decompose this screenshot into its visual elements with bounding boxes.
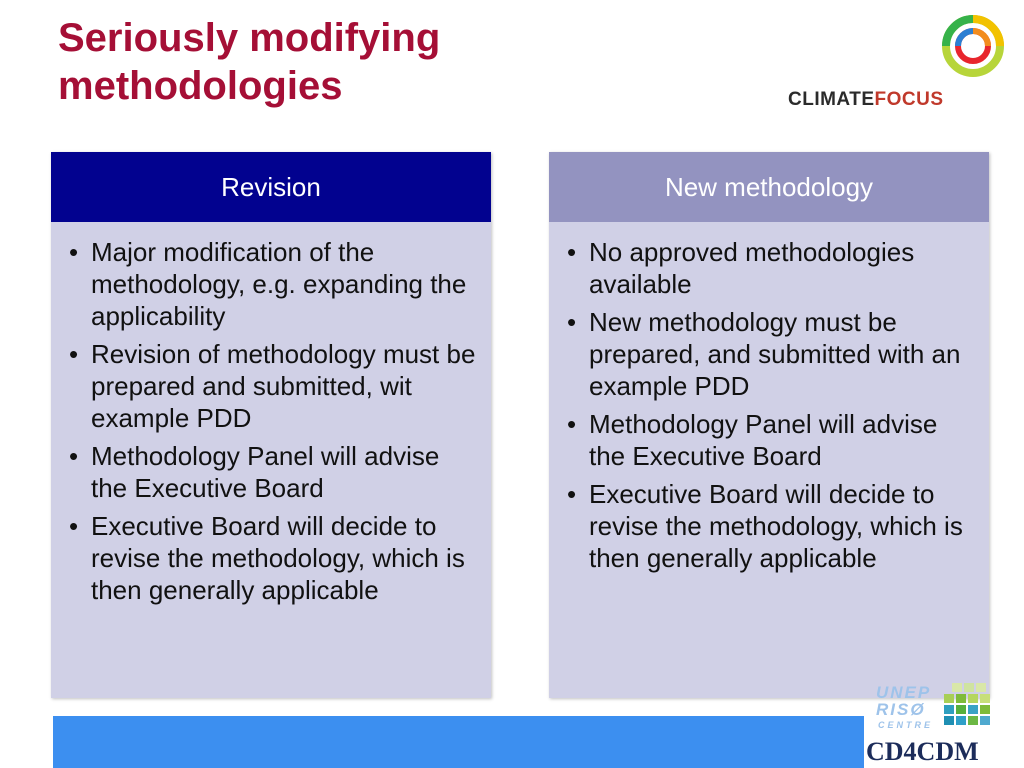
title-line-1: Seriously modifying (58, 16, 441, 60)
list-item: • Executive Board will decide to revise the methodology, which is then generally applicable (65, 510, 477, 606)
slide-title (58, 14, 440, 110)
list-item: • Methodology Panel will advise the Executive Board (65, 440, 477, 504)
revision-header: Revision (51, 152, 491, 222)
wordmark-focus: FOCUS (874, 89, 944, 110)
list-item: • Revision of methodology must be prepared and submitted, wit example PDD (65, 338, 477, 434)
title-line-2: methodologies (58, 64, 343, 108)
revision-panel (51, 152, 491, 698)
new-methodology-header: New methodology (549, 152, 989, 222)
unep-riso-text (876, 684, 931, 718)
list-item: • Executive Board will decide to revise the methodology, which is then generally applicable (563, 478, 975, 574)
list-item: • Major modification of the methodology, e.g. expanding the applicability (65, 236, 477, 332)
footer-bar (53, 716, 864, 768)
cd4cdm-logo-text: CD4CDM (866, 737, 979, 766)
new-methodology-panel (549, 152, 989, 698)
grid-squares-icon (944, 683, 996, 733)
riso-line: RISØ (876, 700, 926, 719)
revision-bullet-list (51, 222, 491, 606)
climate-focus-ring-icon (942, 15, 1004, 77)
unep-line: UNEP (876, 683, 932, 702)
list-item: • Methodology Panel will advise the Executive Board (563, 408, 975, 472)
list-item: • No approved methodologies available (563, 236, 975, 300)
new-methodology-bullet-list (549, 222, 989, 574)
climate-focus-wordmark (788, 88, 944, 112)
list-item: • New methodology must be prepared, and submitted with an example PDD (563, 306, 975, 402)
centre-text: CENTRE (878, 720, 934, 730)
wordmark-climate: CLIMATE (788, 89, 875, 110)
